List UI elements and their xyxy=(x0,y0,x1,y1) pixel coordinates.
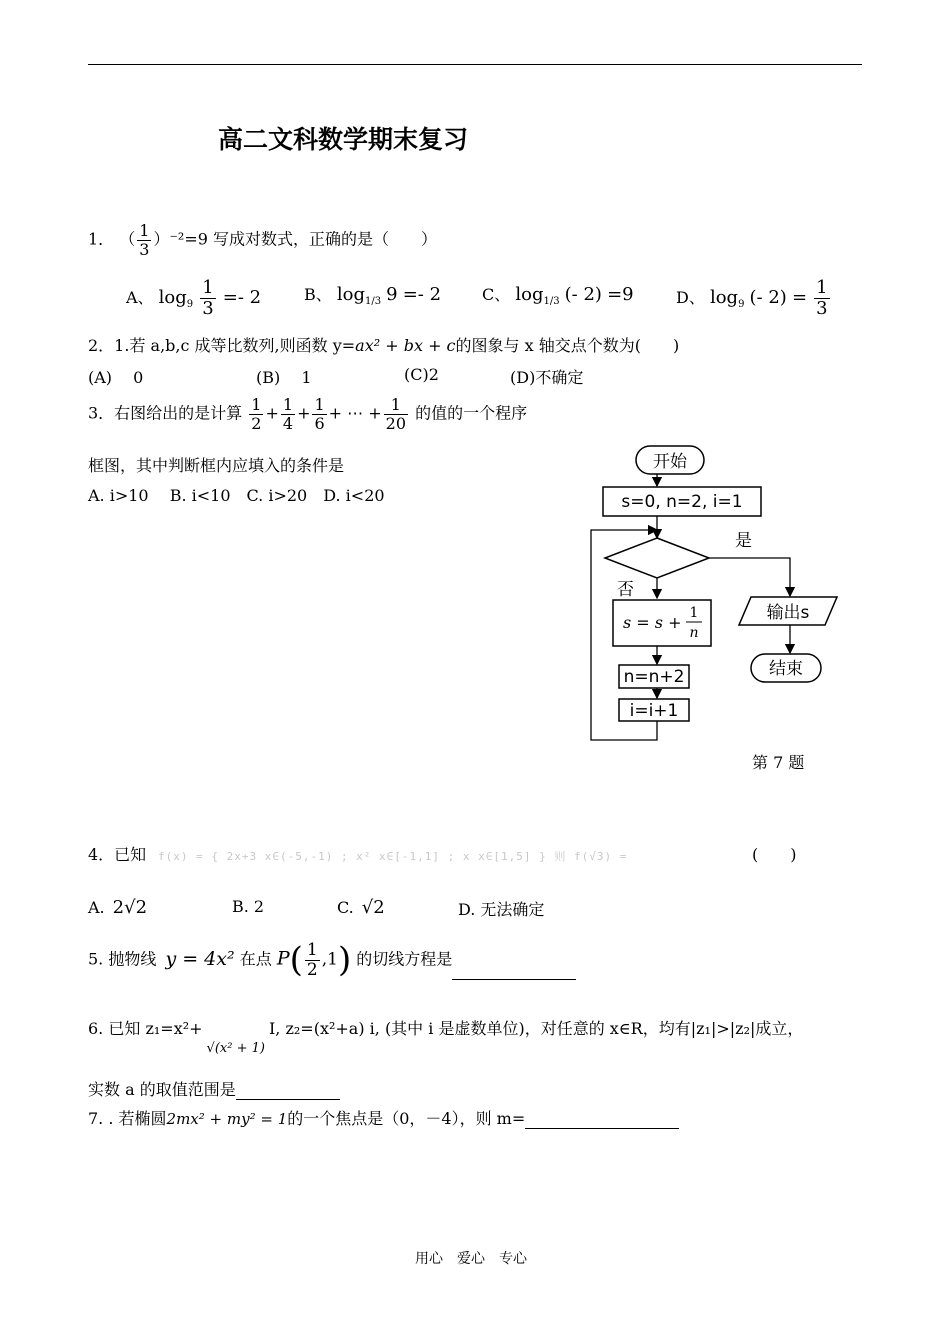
flow-decision-diamond xyxy=(605,538,709,578)
q4-option-d: D. 无法确定 xyxy=(458,900,545,919)
q2-option-b: (B) 1 xyxy=(256,368,312,387)
q7-answer-blank xyxy=(525,1128,679,1129)
flowchart xyxy=(585,440,855,780)
header-rule xyxy=(88,64,862,65)
question-5-stem: 5. 抛物线 y = 4x² 在点 P( $\frac{1}{2}$ ,1) 的切线方程是 xyxy=(88,940,576,980)
q1-stem-tail: ）⁻²=9 写成对数式，正确的是（ ） xyxy=(153,229,438,249)
q1-number: 1． xyxy=(88,229,115,249)
q1-option-c: C、 $\log_{1/3}$ (- 2) =9 xyxy=(482,284,634,307)
q6-line-2: 实数 a 的取值范围是 xyxy=(88,1077,340,1100)
q4-option-a: A. 2√2 xyxy=(88,897,148,918)
flow-i-step-label: i=i+1 xyxy=(629,701,679,721)
question-1-stem: 1． （ $\frac{1}{3}$ ）⁻²=9 写成对数式，正确的是（ ） xyxy=(88,221,438,259)
flow-n-step-label: n=n+2 xyxy=(623,667,685,687)
q2-function: ax² + bx + c xyxy=(355,336,456,355)
flow-output-label: 输出s xyxy=(766,603,810,623)
flow-body-denominator: n xyxy=(689,625,699,641)
flow-body-numerator: 1 xyxy=(689,605,699,621)
q3-options: A. i>10 B. i<10 C. i>20 D. i<20 xyxy=(88,486,385,505)
q5-answer-blank xyxy=(452,979,576,980)
q1-option-d: D、 $\log_9$ (- 2) = $\frac{1}{3}$ xyxy=(676,277,828,319)
q4-piecewise-function: f(x) = { 2x+3 x∈(-5,-1) ; x² x∈[-1,1] ; x x∈[1,5] } 则 f(√3) = xyxy=(158,850,628,863)
flow-start-label: 开始 xyxy=(653,452,687,472)
question-2-stem: 2．1.若 a,b,c 成等比数列,则函数 y=ax² + bx + c的图象与 x 轴交点个数为( ) xyxy=(88,336,680,355)
q6-sqrt-expression: √(x² + 1) xyxy=(206,1041,265,1056)
q4-option-c: C. √2 xyxy=(337,897,385,918)
q6-answer-blank xyxy=(236,1099,340,1100)
flow-body-lhs: s = s + xyxy=(623,613,682,632)
question-6-stem: 6. 已知 $z_1=x^2+_{√(x^2 + 1)}I$, z₂=(x²+a) i, (其中 i 是虚数单位)，对任意的 x∈R，均有|z₁|>|z₂|成立， xyxy=(88,1019,804,1056)
question-3-stem: 3．右图给出的是计算 $\frac{1}{2}$ + $\frac{1}{4}$ + $\frac{1}{6}$ + ⋯ + $\frac{1}{20}$ 的值的一个程序 xyxy=(88,395,528,433)
flow-yes-label: 是 xyxy=(735,531,752,551)
question-4-stem: 4．已知 xyxy=(88,845,147,864)
q1-option-b: B、 $\log_{1/3} 9 =- 2$ xyxy=(304,284,442,307)
q4-option-b: B. 2 xyxy=(232,897,265,916)
q1-option-a: A、 $\log_9$ $\frac{1}{3}$ =- 2 xyxy=(126,277,262,319)
q3-stem-line-2: 框图，其中判断框内应填入的条件是 xyxy=(88,456,345,475)
q5-curve: y = 4x² xyxy=(165,947,235,970)
q4-answer-paren: ( ) xyxy=(752,845,797,864)
page-title: 高二文科数学期末复习 xyxy=(218,125,469,154)
q2-option-a: (A) 0 xyxy=(88,368,144,387)
flow-no-label: 否 xyxy=(617,580,634,600)
flow-caption: 第 7 题 xyxy=(752,753,805,772)
page-footer: 用心 爱心 专心 xyxy=(415,1251,527,1267)
q7-ellipse-equation: 2mx² + my² = 1 xyxy=(166,1110,288,1128)
q1-fraction: $\frac{1}{3}$ xyxy=(139,221,150,259)
flow-end-label: 结束 xyxy=(769,659,803,679)
q2-option-c: (C)2 xyxy=(404,365,439,384)
q2-option-d: (D)不确定 xyxy=(510,368,584,387)
question-7-stem: 7. . 若椭圆2mx² + my² = 1的一个焦点是（0，－4），则 m= xyxy=(88,1106,679,1129)
flow-init-label: s=0, n=2, i=1 xyxy=(621,492,743,512)
